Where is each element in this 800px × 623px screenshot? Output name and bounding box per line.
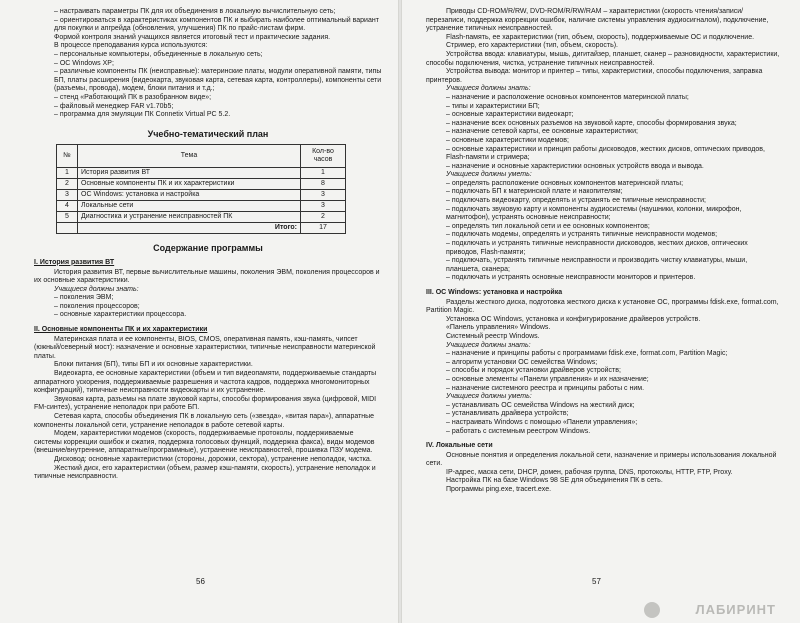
table-cell: 3: [301, 201, 346, 212]
list-item: – основные характеристики процессора.: [54, 311, 187, 319]
paragraph: Жесткий диск, его характеристики (объем, размер кэш-памяти, скорость), устранение неполадок и типичные неисправности.: [34, 464, 376, 481]
paragraph: Системный реестр Windows.: [446, 332, 540, 340]
table-cell: Основные компоненты ПК и их характеристики: [78, 179, 301, 190]
table-cell: 1: [57, 168, 78, 179]
list-item: – устанавливать драйвера устройств;: [446, 410, 569, 418]
subheading: Учащиеся должны знать:: [446, 85, 531, 93]
intro-line: – настраивать параметры ПК для их объединения в локальную вычислительную сеть;: [54, 8, 336, 15]
paragraph: Программы ping.exe, tracert.exe.: [446, 486, 552, 494]
table-total-row: [57, 223, 346, 234]
intro-line: – файловый менеджер FAR v1.70b5;: [54, 102, 174, 110]
paragraph: Дисковод: основные характеристики (стороны, дорожки, сектора), устранение неполадок, чистка.: [54, 455, 372, 463]
table-header-row: [57, 145, 346, 168]
table-cell: 3: [301, 190, 346, 201]
watermark-logo: ЛАБИРИНТ: [695, 602, 776, 617]
paragraph: Устройства вывода: монитор и принтер – типы, характеристики, способы подключения, заправка принтеров.: [426, 68, 763, 84]
plan-table: [56, 144, 346, 234]
paragraph: Основные понятия и определения локальной сети, назначение и примеры использования локальной сети.: [426, 451, 777, 468]
list-item: – подключать модемы, определять и устранять типичные неисправности модемов;: [446, 231, 718, 239]
subheading: Учащиеся должны знать:: [446, 341, 531, 349]
list-item: – подключать и устранять основные неисправности мониторов и принтеров.: [446, 274, 696, 282]
page-number: 56: [196, 577, 205, 587]
list-item: – основные характеристики и принцип работы дисководов, жестких дисков, оптических приводов, Flash-памяти и стримера;: [446, 145, 765, 162]
list-item: – подключать звуковую карту и компоненты аудиосистемы (наушники, колонки, микрофон, магнитофон), устранять основные неисправности;: [446, 205, 742, 222]
table-cell: 5: [57, 212, 78, 223]
intro-line: – различные компоненты ПК (неисправные): материнские платы, модули оперативной памяти, типы БП, платы расширения (видеокарта, звуковая карта, сетевая карта, контроллеры), компоненты сети (разъемы, провода), модем, блоки питания и т.д.;: [54, 68, 382, 93]
list-item: – определять тип локальной сети и ее основных компонентов;: [446, 222, 650, 230]
paragraph: Блоки питания (БП), типы БП и их основные характеристики.: [54, 361, 253, 369]
section-title: III. ОС Windows: установка и настройка: [426, 289, 563, 296]
total-value: 17: [301, 223, 346, 234]
section-title: IV. Локальные сети: [426, 442, 493, 450]
paragraph: История развития ВТ, первые вычислительные машины, поколения ЭВМ, поколения процессоров и их основные характеристики.: [34, 268, 380, 285]
paragraph: Flash-память, ее характеристики (тип, объем, скорость), поддерживаемые ОС и подключение.: [446, 33, 755, 41]
list-item: – назначение системного реестра и принципы работы с ним.: [446, 384, 645, 392]
intro-line: В процессе преподавания курса используются:: [54, 42, 208, 50]
table-cell: 8: [301, 179, 346, 190]
total-label: Итого:: [78, 223, 301, 234]
content-title: Содержание программы: [153, 243, 263, 254]
list-item: – поколения процессоров;: [54, 302, 140, 310]
section-title: I. История развития ВТ: [34, 258, 115, 266]
table-cell: История развития ВТ: [78, 168, 301, 179]
list-item: – назначение и расположение основных компонентов материнской платы;: [446, 93, 689, 101]
paragraph: Устройства ввода: клавиатуры, мышь, дигитайзер, планшет, сканер – разновидности, характеристики, способы подключения, чистка, устранение типичных неисправностей.: [426, 50, 780, 67]
list-item: – основные элементы «Панели управления» и их назначение;: [446, 375, 649, 383]
paragraph: Модем, характеристики модемов (скорость, поддерживаемые протоколы, поддерживаемые системы коррекции ошибок и сжатия, поддержка голосовых функций, поддержка факса), виды модемов (внешние/внутренние, аппаратные/программные), устранение неисправностей, прошивка ПЗУ модема.: [34, 430, 375, 455]
section-title: II. Основные компоненты ПК и их характеристики: [34, 326, 208, 334]
list-item: – поколения ЭВМ;: [54, 294, 114, 302]
list-item: – подключать БП к материнской плате и накопителям;: [446, 188, 623, 196]
paragraph: Сетевая карта, способы объединения ПК в локальную сеть («звезда», «витая пара»), аппаратные компоненты локальной сети, устранение неполадок в работе сетевой карты.: [34, 413, 375, 429]
list-item: – подключать и устранять типичные неисправности дисководов, жестких дисков, оптических приводов, Flash-памяти;: [446, 240, 748, 256]
table-cell: [57, 223, 78, 234]
list-item: – назначение всех основных разъемов на звуковой карте, способы формирования звука;: [446, 119, 737, 127]
table-row: [57, 179, 346, 190]
list-item: – способы и порядок установки драйверов устройств;: [446, 367, 621, 375]
intro-line: Формой контроля знаний учащихся является итоговый тест и практические задания.: [54, 33, 331, 41]
subheading: Учащиеся должны знать:: [54, 285, 139, 293]
watermark-icon: [644, 602, 660, 618]
table-header: Кол-во часов: [301, 145, 346, 168]
table-cell: Локальные сети: [78, 201, 301, 212]
subheading: Учащиеся должны уметь:: [446, 171, 532, 179]
table-cell: 2: [57, 179, 78, 190]
intro-line: – персональные компьютеры, объединенные в локальную сеть;: [54, 50, 263, 58]
list-item: – основные характеристики видеокарт;: [446, 111, 574, 119]
list-item: – подключать видеокарту, определять и устранять ее типичные неисправности;: [446, 197, 706, 205]
table-cell: 1: [301, 168, 346, 179]
list-item: – назначение и принципы работы с программами fdisk.exe, format.com, Partition Magic;: [446, 350, 728, 358]
list-item: – алгоритм установки ОС семейства Windows;: [446, 358, 598, 366]
table-cell: 2: [301, 212, 346, 223]
table-row: [57, 201, 346, 212]
paragraph: Материнская плата и ее компоненты, BIOS, CMOS, оперативная память, кэш-память, чипсет (южный/северный мост): назначение и основные характеристики, типичные неисправности материнской платы.: [34, 335, 376, 360]
table-header: №: [57, 145, 78, 168]
subheading: Учащиеся должны уметь:: [446, 393, 532, 401]
paragraph: «Панель управления» Windows.: [446, 324, 551, 332]
paragraph: Разделы жесткого диска, подготовка жесткого диска к установке ОС, программы fdisk.exe, format.com, Partition Magic.: [426, 298, 779, 315]
table-cell: ОС Windows: установка и настройка: [78, 190, 301, 201]
list-item: – подключать, устранять типичные неисправности и производить чистку клавиатуры, мыши, планшета, сканера;: [446, 257, 748, 273]
paragraph: Стример, его характеристики (тип, объем, скорость).: [446, 42, 618, 50]
paragraph: Приводы CD-ROM/R/RW, DVD-ROM/R/RW/RAM – характеристики (скорость чтения/записи/перезаписи, поддержка коррекции ошибок, наличие системы управления аудиосигналом), подключение, устранение типичных неисправностей.: [426, 8, 769, 33]
paragraph: Установка ОС Windows, установка и конфигурирование драйверов устройств.: [446, 315, 701, 323]
table-cell: Диагностика и устранение неисправностей ПК: [78, 212, 301, 223]
intro-line: – стенд «Работающий ПК в разобранном виде»;: [54, 93, 212, 101]
list-item: – назначение сетевой карты, ее основные характеристики;: [446, 128, 638, 136]
list-item: – основные характеристики модемов;: [446, 136, 569, 144]
page-right: [402, 0, 800, 623]
list-item: – настраивать Windows с помощью «Панели управления»;: [446, 418, 638, 426]
page-left: [0, 0, 398, 623]
paragraph: Видеокарта, ее основные характеристики (объем и тип видеопамяти, поддерживаемые стандарты аппаратного ускорения, поддерживаемые разрешения и частота кадров, поддержка многомониторных конфигураций), типичные неисправности видеокарты и их устранение.: [34, 370, 377, 395]
list-item: – определять расположение основных компонентов материнской платы;: [446, 179, 684, 187]
plan-title: Учебно-тематический план: [147, 128, 269, 139]
intro-line: – программа для эмуляции ПК Connetix Virtual PC 5.2.: [54, 111, 231, 119]
page-number: 57: [592, 577, 601, 587]
table-cell: 3: [57, 190, 78, 201]
intro-line: – ОС Windows XP;: [54, 59, 114, 67]
paragraph: Настройка ПК на базе Windows 98 SE для объединения ПК в сеть.: [446, 477, 663, 485]
table-cell: 4: [57, 201, 78, 212]
table-row: [57, 168, 346, 179]
list-item: – работать с системным реестром Windows.: [446, 427, 591, 435]
list-item: – назначение и основные характеристики основных устройств ввода и вывода.: [446, 162, 704, 170]
table-row: [57, 190, 346, 201]
table-row: [57, 212, 346, 223]
table-header: Тема: [78, 145, 301, 168]
paragraph: Звуковая карта, разъемы на плате звуковой карты, способы формирования звука (цифровой, MIDI FM-синтез), устранение неполадок при работе БП.: [34, 395, 377, 412]
list-item: – типы и характеристики БП;: [446, 102, 540, 110]
list-item: – устанавливать ОС семейства Windows на жесткий диск;: [446, 401, 635, 409]
paragraph: IP-адрес, маска сети, DHCP, домен, рабочая группа, DNS, протоколы, HTTP, FTP, Proxy.: [446, 468, 733, 476]
intro-line: – ориентироваться в характеристиках компонентов ПК и выбирать наиболее оптимальный вариант для покупки и апгрейда (обновления, улучшения) ПК по прайс-листам фирм.: [54, 16, 379, 33]
